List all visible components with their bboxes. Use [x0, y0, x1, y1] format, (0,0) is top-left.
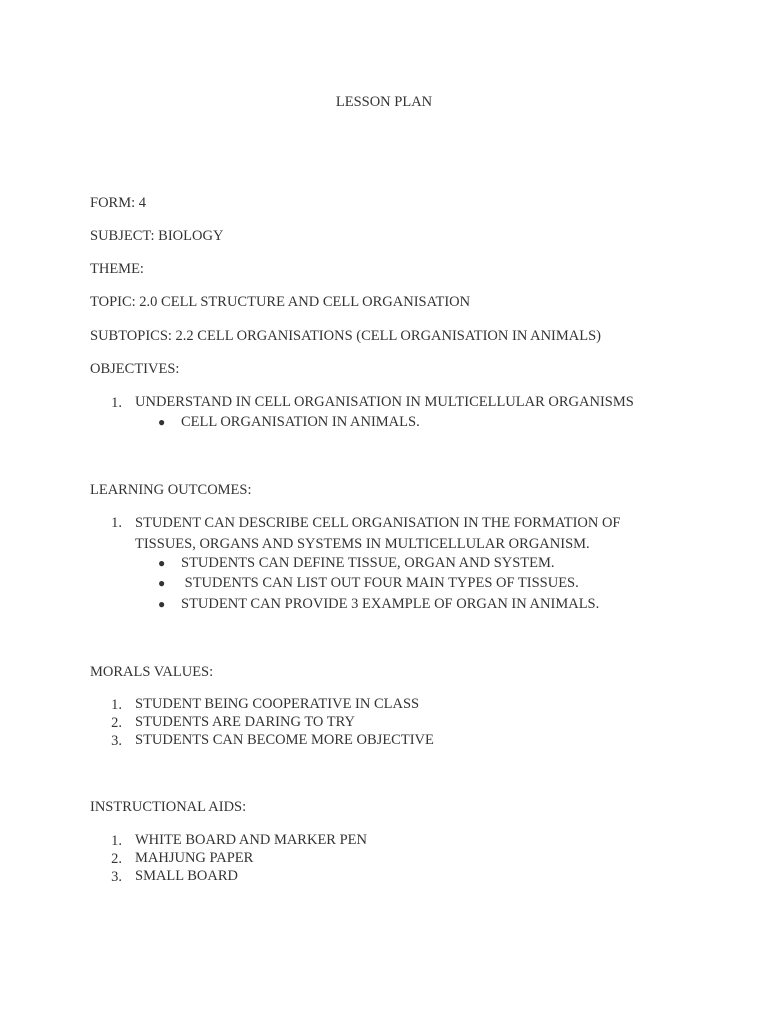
- bullet-item: STUDENT CAN PROVIDE 3 EXAMPLE OF ORGAN IN ANIMALS.: [181, 596, 600, 612]
- bullet-marker: ●: [158, 415, 166, 429]
- list-item: MAHJUNG PAPER: [135, 850, 254, 866]
- learning-outcomes-heading: LEARNING OUTCOMES:: [90, 482, 252, 498]
- list-item: STUDENTS CAN BECOME MORE OBJECTIVE: [135, 732, 434, 748]
- list-item-line-1: STUDENT CAN DESCRIBE CELL ORGANISATION IN THE FORMATION OF: [135, 515, 621, 531]
- bullet-item: STUDENTS CAN DEFINE TISSUE, ORGAN AND SYSTEM.: [181, 555, 555, 571]
- bullet-marker: ●: [158, 556, 166, 570]
- list-item: UNDERSTAND IN CELL ORGANISATION IN MULTICELLULAR ORGANISMS: [135, 394, 634, 410]
- list-number: 2.: [111, 851, 122, 867]
- bullet-marker: ●: [158, 597, 166, 611]
- list-number: 2.: [111, 715, 122, 731]
- instructional-aids-heading: INSTRUCTIONAL AIDS:: [90, 799, 247, 815]
- topic-line: TOPIC: 2.0 CELL STRUCTURE AND CELL ORGANISATION: [90, 294, 471, 310]
- list-item: STUDENTS ARE DARING TO TRY: [135, 714, 355, 730]
- list-number: 1.: [111, 515, 122, 531]
- list-number: 3.: [111, 733, 122, 749]
- list-item-line-2: TISSUES, ORGANS AND SYSTEMS IN MULTICELLULAR ORGANISM.: [135, 536, 590, 552]
- bullet-item: CELL ORGANISATION IN ANIMALS.: [181, 414, 420, 430]
- subject-line: SUBJECT: BIOLOGY: [90, 228, 224, 244]
- moral-values-heading: MORALS VALUES:: [90, 664, 214, 680]
- document-title: LESSON PLAN: [335, 94, 433, 110]
- list-number: 1.: [111, 697, 122, 713]
- list-number: 1.: [111, 833, 122, 849]
- objectives-heading: OBJECTIVES:: [90, 361, 180, 377]
- list-number: 1.: [111, 395, 122, 411]
- theme-line: THEME:: [90, 261, 144, 277]
- form-line: FORM: 4: [90, 195, 147, 211]
- list-number: 3.: [111, 869, 122, 885]
- bullet-marker: ●: [158, 576, 166, 590]
- list-item: STUDENT BEING COOPERATIVE IN CLASS: [135, 696, 420, 712]
- list-item: SMALL BOARD: [135, 868, 238, 884]
- list-item: WHITE BOARD AND MARKER PEN: [135, 832, 367, 848]
- subtopics-line: SUBTOPICS: 2.2 CELL ORGANISATIONS (CELL ORGANISATION IN ANIMALS): [90, 328, 602, 344]
- bullet-item: STUDENTS CAN LIST OUT FOUR MAIN TYPES OF TISSUES.: [181, 575, 579, 591]
